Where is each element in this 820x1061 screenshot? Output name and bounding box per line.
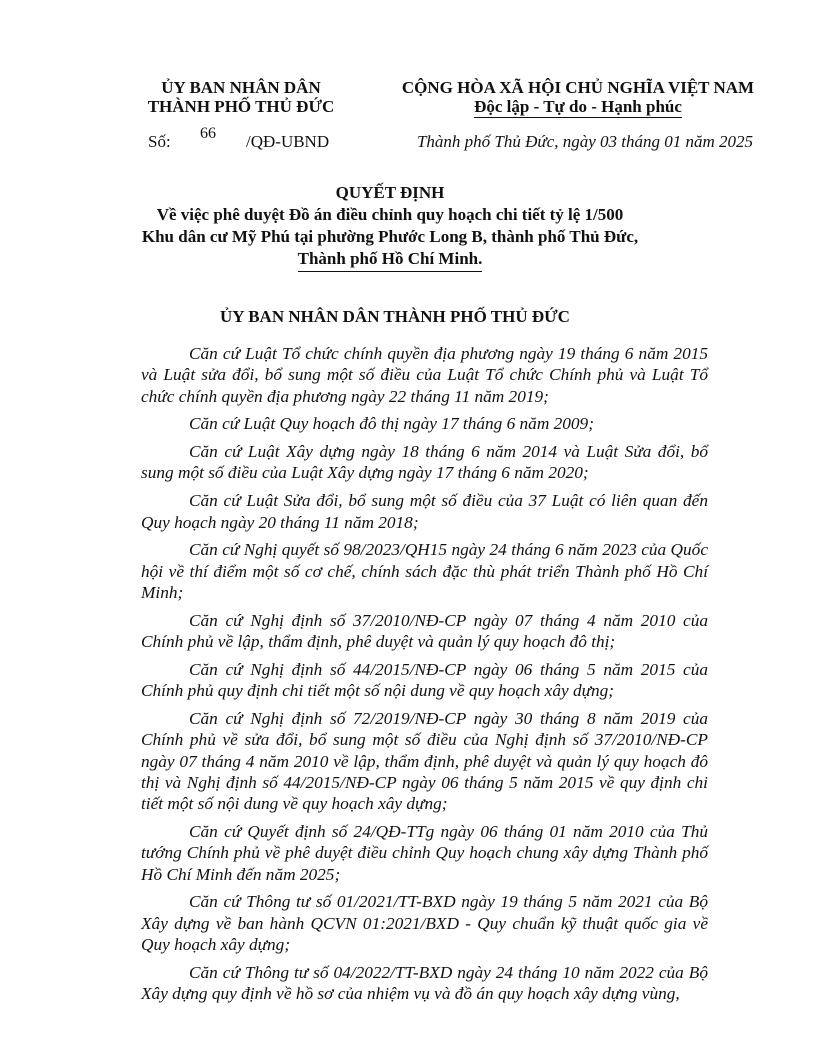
motto: Độc lập - Tự do - Hạnh phúc (474, 97, 682, 116)
legal-basis-paragraph: Căn cứ Quyết định số 24/QĐ-TTg ngày 06 tháng 01 năm 2010 của Thủ tướng Chính phủ về phê duyệt điều chỉnh Quy hoạch chung xây dựng Thành phố Hồ Chí Minh đến năm 2025; (141, 821, 708, 884)
issuer-line-2: THÀNH PHỐ THỦ ĐỨC (147, 97, 335, 116)
decision-title (120, 182, 660, 272)
decision-subject-line-1: Về việc phê duyệt Đồ án điều chỉnh quy hoạch chi tiết tỷ lệ 1/500 (156, 205, 624, 224)
legal-basis-paragraph: Căn cứ Luật Tổ chức chính quyền địa phương ngày 19 tháng 6 năm 2015 và Luật sửa đổi, bổ sung một số điều của Luật Tổ chức Chính phủ và Luật Tổ chức chính quyền địa phương ngày 22 tháng 11 năm 2019; (141, 344, 708, 406)
document-number-label: Số: (148, 132, 171, 151)
authority-heading: ỦY BAN NHÂN DÂN THÀNH PHỐ THỦ ĐỨC (220, 307, 570, 326)
legal-basis-paragraph: Căn cứ Nghị định số 72/2019/NĐ-CP ngày 30 tháng 8 năm 2019 của Chính phủ về sửa đổi, bổ sung một số điều của Nghị định số 37/2010/NĐ-CP ngày 07 tháng 4 năm 2010 về lập, thẩm định, phê duyệt và quản lý quy hoạch đô thị và Nghị định số 44/2015/NĐ-CP ngày 06 tháng 5 năm 2015 về quy định chi tiết một số nội dung về quy hoạch xây dựng; (141, 708, 708, 814)
document-number-suffix: /QĐ-UBND (246, 132, 330, 151)
decision-heading: QUYẾT ĐỊNH (335, 183, 445, 202)
legal-basis-list (141, 343, 708, 1011)
date-line: Thành phố Thủ Đức, ngày 03 tháng 01 năm 2025 (416, 132, 754, 151)
national-motto-header (388, 78, 768, 118)
issuing-authority-header (136, 78, 346, 116)
document-number (148, 125, 330, 152)
decision-subject-line-2: Khu dân cư Mỹ Phú tại phường Phước Long B, thành phố Thủ Đức, (141, 227, 639, 246)
legal-basis-paragraph: Căn cứ Luật Sửa đổi, bổ sung một số điều của 37 Luật có liên quan đến Quy hoạch ngày 20 tháng 11 năm 2018; (141, 491, 708, 532)
legal-basis-paragraph: Căn cứ Nghị định số 44/2015/NĐ-CP ngày 06 tháng 5 năm 2015 của Chính phủ quy định chi tiết một số nội dung về quy hoạch xây dựng; (141, 659, 708, 701)
legal-basis-paragraph: Căn cứ Thông tư số 01/2021/TT-BXD ngày 19 tháng 5 năm 2021 của Bộ Xây dựng về ban hành QCVN 01:2021/BXD - Quy chuẩn kỹ thuật quốc gia về Quy hoạch xây dựng; (141, 892, 708, 954)
legal-basis-paragraph: Căn cứ Nghị quyết số 98/2023/QH15 ngày 24 tháng 6 năm 2023 của Quốc hội về thí điểm một số cơ chế, chính sách đặc thù phát triển Thành phố Hồ Chí Minh; (141, 540, 708, 602)
decision-subject-line-3: Thành phố Hồ Chí Minh. (298, 248, 483, 272)
document-number-value: 66 (200, 125, 216, 142)
country-name: CỘNG HÒA XÃ HỘI CHỦ NGHĨA VIỆT NAM (401, 78, 755, 97)
issuer-line-1: ỦY BAN NHÂN DÂN (161, 78, 321, 97)
legal-basis-paragraph: Căn cứ Nghị định số 37/2010/NĐ-CP ngày 07 tháng 4 năm 2010 của Chính phủ về lập, thẩm định, phê duyệt và quản lý quy hoạch đô thị; (141, 610, 708, 652)
legal-basis-paragraph: Căn cứ Luật Xây dựng ngày 18 tháng 6 năm 2014 và Luật Sửa đổi, bổ sung một số điều của Luật Xây dựng ngày 17 tháng 6 năm 2020; (141, 442, 708, 483)
legal-basis-paragraph: Căn cứ Thông tư số 04/2022/TT-BXD ngày 24 tháng 10 năm 2022 của Bộ Xây dựng quy định về hồ sơ của nhiệm vụ và đồ án quy hoạch xây dựng vùng, (141, 962, 708, 1004)
legal-basis-paragraph: Căn cứ Luật Quy hoạch đô thị ngày 17 tháng 6 năm 2009; (189, 414, 594, 434)
